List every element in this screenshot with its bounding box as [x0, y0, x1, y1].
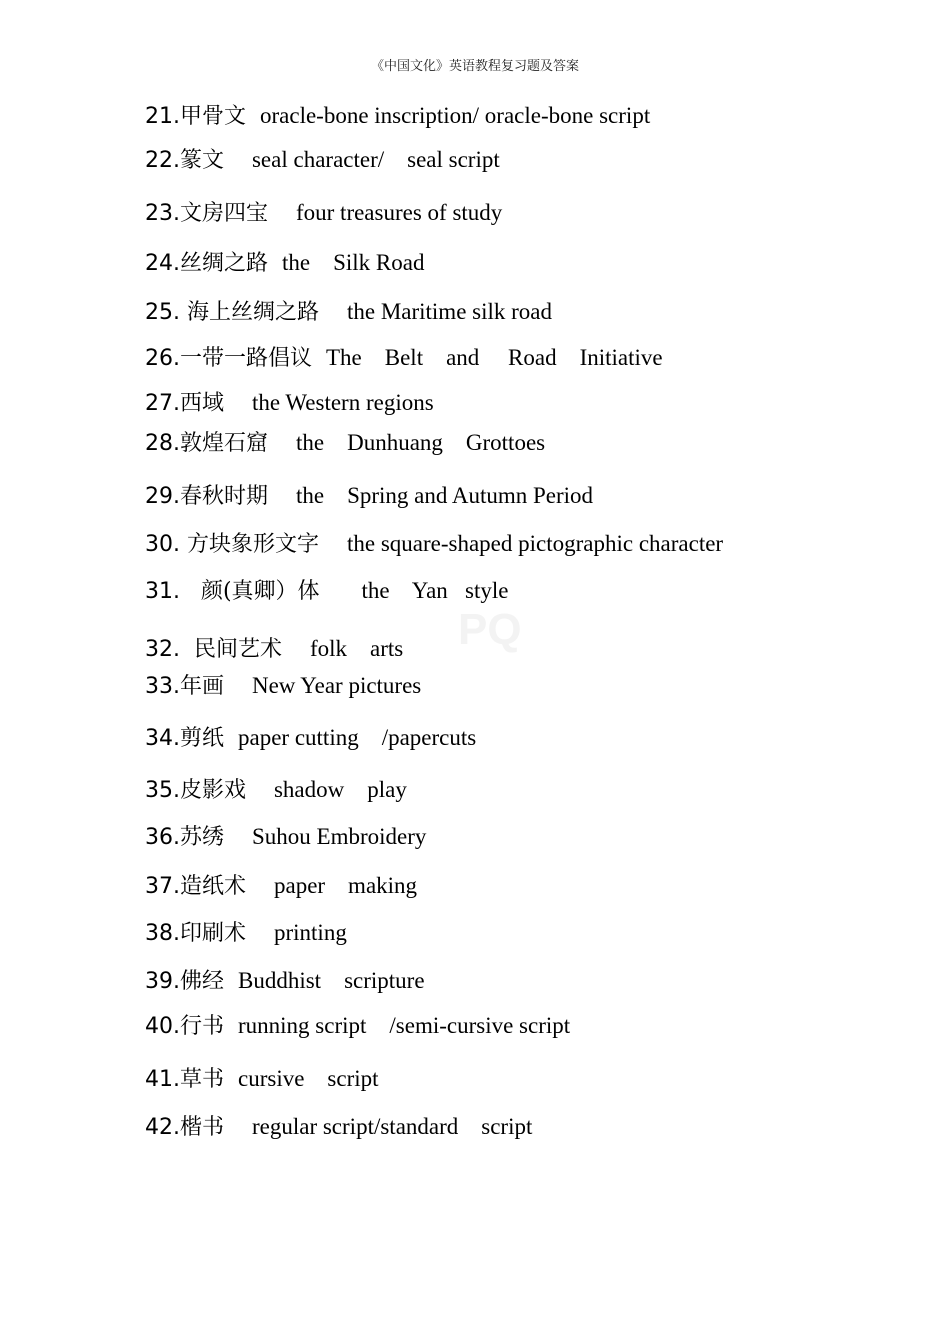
list-item: [145, 148, 500, 172]
chinese-term: 西域: [180, 391, 252, 416]
item-number: 34.: [145, 726, 180, 751]
chinese-term: 海上丝绸之路: [186, 300, 347, 325]
item-number: 38.: [145, 921, 180, 946]
chinese-term: 造纸术: [180, 874, 274, 899]
chinese-term: 文房四宝: [180, 201, 296, 226]
list-item: [145, 532, 723, 556]
watermark: PQ: [458, 605, 522, 654]
item-number: 42.: [145, 1115, 180, 1140]
item-number: 35.: [145, 778, 180, 803]
list-item: [145, 778, 407, 802]
list-item: [145, 346, 663, 370]
chinese-term: 方块象形文字: [186, 532, 347, 557]
chinese-term: 皮影戏: [180, 778, 274, 803]
english-term: running script /semi-cursive script: [238, 1013, 571, 1038]
item-number: 27.: [145, 391, 180, 416]
chinese-term: 剪纸: [180, 726, 238, 751]
chinese-term: 民间艺术: [193, 637, 310, 662]
english-term: the Western regions: [251, 390, 434, 415]
english-term: New Year pictures: [251, 673, 422, 698]
chinese-term: 楷书: [180, 1115, 252, 1140]
list-item: [145, 874, 417, 898]
english-term: paper making: [273, 873, 418, 898]
english-term: the Maritime silk road: [346, 299, 553, 324]
page-header: 《中国文化》英语教程复习题及答案: [370, 59, 579, 74]
english-term: the Silk Road: [282, 250, 425, 275]
english-term: cursive script: [238, 1066, 379, 1091]
chinese-term: 敦煌石窟: [180, 431, 296, 456]
english-term: oracle-bone inscription/ oracle-bone script: [260, 103, 651, 128]
list-item: [145, 921, 347, 945]
item-number: 31.: [145, 579, 201, 604]
item-number: 25.: [145, 300, 187, 325]
chinese-term: 篆文: [180, 148, 252, 173]
list-item: [145, 104, 650, 128]
english-term: the Dunhuang Grottoes: [295, 430, 546, 455]
chinese-term: 颜(真卿）体: [200, 579, 362, 604]
list-item: [145, 300, 552, 324]
english-term: the square-shaped pictographic character: [346, 531, 724, 556]
english-term: the Yan style: [361, 578, 509, 603]
list-item: [145, 969, 425, 993]
list-item: [145, 726, 476, 750]
item-number: 30.: [145, 532, 187, 557]
list-item: [145, 484, 593, 508]
list-item: [145, 1014, 570, 1038]
item-number: 36.: [145, 825, 180, 850]
list-item: [145, 201, 502, 225]
item-number: 32.: [145, 637, 194, 662]
chinese-term: 一带一路倡议: [180, 346, 326, 371]
list-item: [145, 1115, 532, 1139]
list-item: [145, 1067, 379, 1091]
english-term: shadow play: [273, 777, 407, 802]
english-term: the Spring and Autumn Period: [295, 483, 594, 508]
chinese-term: 印刷术: [180, 921, 274, 946]
list-item: [145, 674, 421, 698]
item-number: 41.: [145, 1067, 180, 1092]
item-number: 24.: [145, 251, 180, 276]
item-number: 29.: [145, 484, 180, 509]
item-number: 37.: [145, 874, 180, 899]
english-term: Buddhist scripture: [238, 968, 425, 993]
english-term: The Belt and Road Initiative: [326, 345, 663, 370]
chinese-term: 草书: [180, 1067, 238, 1092]
english-term: printing: [273, 920, 347, 945]
chinese-term: 春秋时期: [180, 484, 296, 509]
list-item: [145, 431, 545, 455]
english-term: paper cutting /papercuts: [238, 725, 477, 750]
item-number: 33.: [145, 674, 180, 699]
item-number: 23.: [145, 201, 180, 226]
chinese-term: 甲骨文: [180, 104, 260, 129]
chinese-term: 苏绣: [180, 825, 252, 850]
item-number: 39.: [145, 969, 180, 994]
english-term: four treasures of study: [295, 200, 503, 225]
english-term: seal character/ seal script: [251, 147, 500, 172]
chinese-term: 年画: [180, 674, 252, 699]
item-number: 28.: [145, 431, 180, 456]
item-number: 40.: [145, 1014, 180, 1039]
list-item: [145, 637, 403, 661]
chinese-term: 佛经: [180, 969, 238, 994]
item-number: 26.: [145, 346, 180, 371]
list-item: [145, 391, 434, 415]
english-term: folk arts: [309, 636, 404, 661]
list-item: [145, 251, 424, 275]
chinese-term: 丝绸之路: [180, 251, 282, 276]
item-number: 22.: [145, 148, 180, 173]
english-term: regular script/standard script: [251, 1114, 533, 1139]
list-item: [145, 579, 508, 603]
english-term: Suhou Embroidery: [251, 824, 427, 849]
item-number: 21.: [145, 104, 180, 129]
chinese-term: 行书: [180, 1014, 238, 1039]
list-item: [145, 825, 426, 849]
